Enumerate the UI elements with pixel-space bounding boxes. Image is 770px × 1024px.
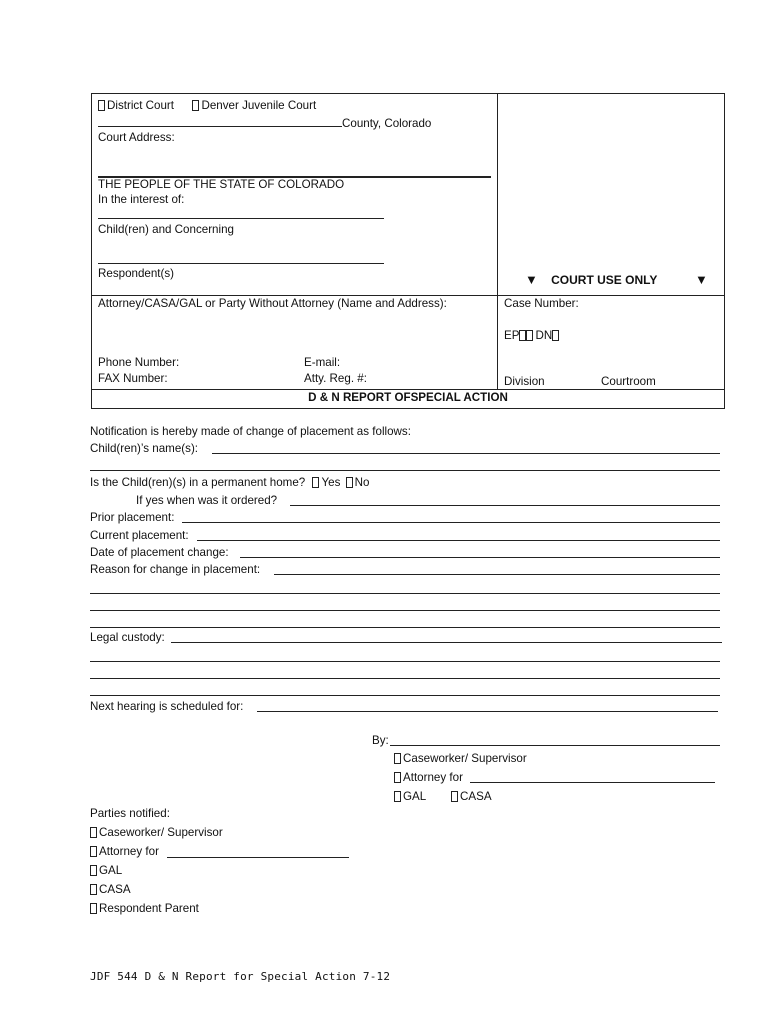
prior-placement-label: Prior placement:	[90, 511, 175, 524]
caption-divider-vertical	[497, 93, 498, 389]
county-label: County, Colorado	[342, 117, 432, 130]
party-caseworker-checkbox[interactable]	[90, 827, 97, 838]
in-interest-label: In the interest of:	[98, 193, 185, 206]
division-label: Division	[504, 375, 545, 388]
respondent-name-line[interactable]	[98, 263, 384, 264]
party-attorney-checkbox[interactable]	[90, 846, 97, 857]
permanent-home-row	[90, 476, 369, 489]
respondents-label: Respondent(s)	[98, 267, 175, 280]
court-use-only-label: COURT USE ONLY	[551, 273, 658, 287]
by-label: By:	[372, 734, 389, 747]
party-respondent-checkbox[interactable]	[90, 903, 97, 914]
atty-reg-label: Atty. Reg. #:	[304, 372, 367, 385]
party-gal-row	[90, 864, 122, 877]
caption-box	[91, 93, 725, 409]
legal-custody-input[interactable]	[171, 642, 722, 643]
legal-custody-input-4[interactable]	[90, 695, 720, 696]
court-address-label: Court Address:	[98, 131, 175, 144]
down-arrow-icon: ▼	[695, 272, 708, 287]
next-hearing-label: Next hearing is scheduled for:	[90, 700, 244, 713]
sig-caseworker-checkbox[interactable]	[394, 753, 401, 764]
dn-label: DN	[535, 329, 553, 342]
sig-attorney-row	[394, 771, 463, 784]
sig-casa-checkbox[interactable]	[451, 791, 458, 802]
court-use-only-row	[525, 272, 657, 287]
sig-gal-checkbox[interactable]	[394, 791, 401, 802]
current-placement-input[interactable]	[197, 540, 720, 541]
reason-input-4[interactable]	[90, 627, 720, 628]
by-signature-input[interactable]	[390, 745, 720, 746]
reason-input-2[interactable]	[90, 593, 720, 594]
sig-attorney-label: Attorney for	[403, 771, 463, 784]
if-yes-input[interactable]	[290, 505, 720, 506]
attorney-label: Attorney/CASA/GAL or Party Without Attorney (Name and Address):	[98, 297, 447, 310]
caption-divider-title	[91, 389, 725, 390]
legal-custody-label: Legal custody:	[90, 631, 165, 644]
denver-juvenile-court-label: Denver Juvenile Court	[201, 99, 317, 112]
children-names-input-2[interactable]	[90, 470, 720, 471]
legal-custody-input-3[interactable]	[90, 678, 720, 679]
down-arrow-icon: ▼	[525, 272, 538, 287]
parties-heading: Parties notified:	[90, 807, 170, 820]
reason-label: Reason for change in placement:	[90, 563, 261, 576]
sig-caseworker-label: Caseworker/ Supervisor	[403, 752, 527, 765]
caption-divider-upper	[91, 295, 725, 296]
reason-input[interactable]	[274, 574, 720, 575]
no-checkbox[interactable]	[346, 477, 353, 488]
form-title: D & N REPORT OFSPECIAL ACTION	[308, 391, 508, 404]
case-number-row	[504, 329, 561, 342]
reason-input-3[interactable]	[90, 610, 720, 611]
sig-gal-label: GAL	[403, 790, 426, 803]
district-court-checkbox[interactable]	[98, 100, 105, 111]
no-label: No	[354, 476, 370, 489]
prior-placement-input[interactable]	[182, 522, 720, 523]
yes-label: Yes	[321, 476, 341, 489]
denver-juvenile-court-checkbox[interactable]	[192, 100, 199, 111]
party-gal-checkbox[interactable]	[90, 865, 97, 876]
party-gal-label: GAL	[99, 864, 123, 877]
party-attorney-row	[90, 845, 159, 858]
sig-gal-casa-row	[394, 790, 492, 803]
ep-box-2[interactable]	[526, 330, 533, 341]
children-names-row	[90, 442, 198, 455]
ep-box-1[interactable]	[519, 330, 526, 341]
district-court-label: District Court	[107, 99, 174, 112]
fax-label: FAX Number:	[98, 372, 168, 385]
sig-casa-label: CASA	[460, 790, 492, 803]
dn-box[interactable]	[552, 330, 559, 341]
date-change-input[interactable]	[240, 557, 720, 558]
children-concerning-label: Child(ren) and Concerning	[98, 223, 234, 236]
courtroom-label: Courtroom	[601, 375, 656, 388]
people-label: THE PEOPLE OF THE STATE OF COLORADO	[98, 178, 345, 191]
permanent-home-label: Is the Child(ren)(s) in a permanent home?	[90, 476, 306, 489]
party-casa-label: CASA	[99, 883, 131, 896]
phone-label: Phone Number:	[98, 356, 180, 369]
party-caseworker-label: Caseworker/ Supervisor	[99, 826, 223, 839]
party-respondent-label: Respondent Parent	[99, 902, 199, 915]
next-hearing-input[interactable]	[257, 711, 718, 712]
current-placement-label: Current placement:	[90, 529, 189, 542]
notification-text: Notification is hereby made of change of placement as follows:	[90, 425, 411, 438]
child-name-line[interactable]	[98, 218, 384, 219]
ep-label: EP	[504, 329, 520, 342]
sig-attorney-checkbox[interactable]	[394, 772, 401, 783]
date-change-label: Date of placement change:	[90, 546, 229, 559]
children-names-label: Child(ren)’s name(s):	[90, 442, 199, 455]
children-names-input[interactable]	[212, 453, 720, 454]
county-blank[interactable]	[98, 116, 342, 127]
if-yes-label: If yes when was it ordered?	[136, 494, 278, 507]
case-number-label: Case Number:	[504, 297, 579, 310]
party-casa-row	[90, 883, 131, 896]
court-type-row	[98, 99, 316, 112]
sig-attorney-input[interactable]	[470, 782, 715, 783]
party-attorney-input[interactable]	[167, 857, 349, 858]
party-attorney-label: Attorney for	[99, 845, 159, 858]
sig-caseworker-row	[394, 752, 527, 765]
yes-checkbox[interactable]	[312, 477, 319, 488]
county-row	[98, 116, 431, 130]
form-footer: JDF 544 D & N Report for Special Action 7-12	[90, 970, 391, 983]
email-label: E-mail:	[304, 356, 341, 369]
party-caseworker-row	[90, 826, 223, 839]
legal-custody-input-2[interactable]	[90, 661, 720, 662]
party-respondent-row	[90, 902, 199, 915]
party-casa-checkbox[interactable]	[90, 884, 97, 895]
